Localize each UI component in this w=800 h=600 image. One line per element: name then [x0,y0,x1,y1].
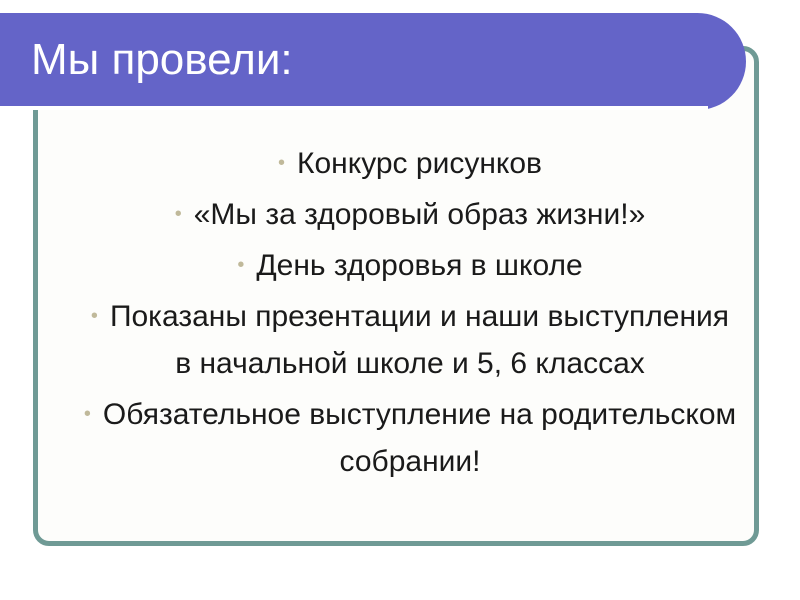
bullet-dot-icon: • [237,254,245,276]
bullet-dot-icon: • [83,403,91,425]
bullet-dot-icon: • [90,305,98,327]
bullet-text: Обязательное выступление на родительском собрании! [102,398,737,478]
title-underline [0,106,708,110]
bullet-text: День здоровья в школе [256,249,583,282]
bullet-item [80,391,740,485]
bullet-dot-icon: • [278,152,286,174]
bullet-text: Конкурс рисунков [297,147,542,180]
slide-title: Мы провели: [31,35,293,84]
bullet-item [80,140,740,187]
bullet-text: Показаны презентации и наши выступления в начальной школе и 5, 6 классах [109,300,730,380]
bullet-list [80,140,740,489]
bullet-item [80,242,740,289]
bullet-item [80,293,740,387]
bullet-dot-icon: • [174,203,182,225]
bullet-text: «Мы за здоровый образ жизни!» [193,198,646,231]
bullet-item [80,191,740,238]
